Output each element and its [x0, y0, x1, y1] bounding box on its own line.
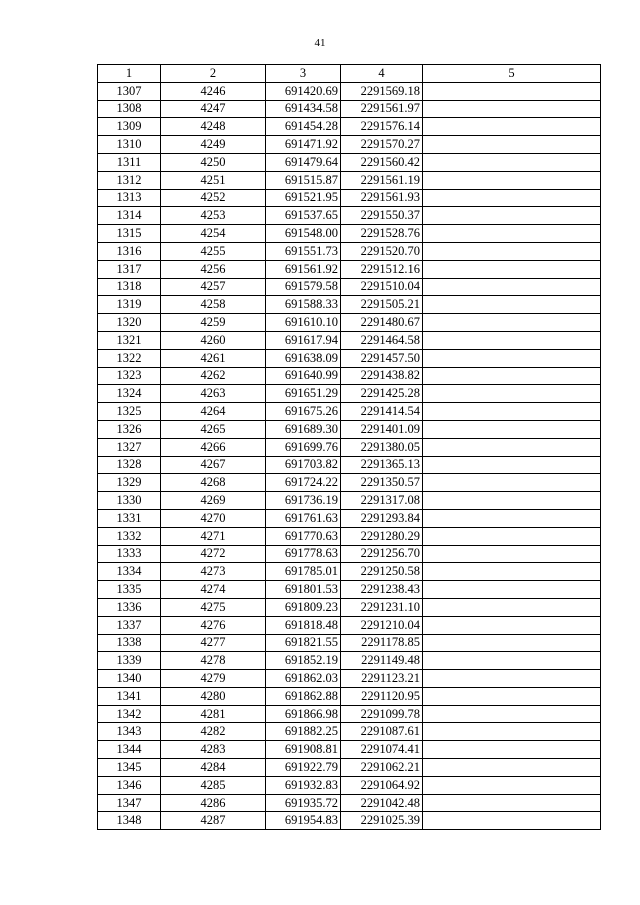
row-number-cell: 1326: [98, 420, 161, 438]
note-cell: [423, 634, 601, 652]
y-coordinate-cell: 2291425.28: [341, 385, 423, 403]
table-row: [98, 616, 601, 634]
y-coordinate-cell: 2291280.29: [341, 527, 423, 545]
row-number-cell: 1312: [98, 171, 161, 189]
point-id-cell: 4264: [161, 403, 266, 421]
point-id-cell: 4269: [161, 492, 266, 510]
row-number-cell: 1341: [98, 687, 161, 705]
point-id-cell: 4282: [161, 723, 266, 741]
x-coordinate-cell: 691537.65: [266, 207, 341, 225]
note-cell: [423, 242, 601, 260]
point-id-cell: 4254: [161, 225, 266, 243]
y-coordinate-cell: 2291550.37: [341, 207, 423, 225]
note-cell: [423, 741, 601, 759]
point-id-cell: 4252: [161, 189, 266, 207]
y-coordinate-cell: 2291569.18: [341, 82, 423, 100]
row-number-cell: 1333: [98, 545, 161, 563]
y-coordinate-cell: 2291042.48: [341, 794, 423, 812]
table-row: [98, 82, 601, 100]
x-coordinate-cell: 691801.53: [266, 581, 341, 599]
row-number-cell: 1336: [98, 598, 161, 616]
note-cell: [423, 136, 601, 154]
table-row: [98, 563, 601, 581]
point-id-cell: 4277: [161, 634, 266, 652]
row-number-cell: 1346: [98, 776, 161, 794]
point-id-cell: 4263: [161, 385, 266, 403]
note-cell: [423, 812, 601, 830]
table-row: [98, 705, 601, 723]
x-coordinate-cell: 691770.63: [266, 527, 341, 545]
x-coordinate-cell: 691640.99: [266, 367, 341, 385]
row-number-cell: 1315: [98, 225, 161, 243]
note-cell: [423, 652, 601, 670]
point-id-cell: 4260: [161, 331, 266, 349]
row-number-cell: 1348: [98, 812, 161, 830]
y-coordinate-cell: 2291149.48: [341, 652, 423, 670]
row-number-cell: 1307: [98, 82, 161, 100]
row-number-cell: 1334: [98, 563, 161, 581]
point-id-cell: 4274: [161, 581, 266, 599]
y-coordinate-cell: 2291512.16: [341, 260, 423, 278]
row-number-cell: 1342: [98, 705, 161, 723]
point-id-cell: 4268: [161, 474, 266, 492]
row-number-cell: 1337: [98, 616, 161, 634]
point-id-cell: 4284: [161, 759, 266, 777]
note-cell: [423, 278, 601, 296]
point-id-cell: 4273: [161, 563, 266, 581]
table-header-row: [98, 65, 601, 83]
y-coordinate-cell: 2291561.97: [341, 100, 423, 118]
y-coordinate-cell: 2291505.21: [341, 296, 423, 314]
table-row: [98, 492, 601, 510]
y-coordinate-cell: 2291528.76: [341, 225, 423, 243]
table-row: [98, 153, 601, 171]
point-id-cell: 4279: [161, 670, 266, 688]
x-coordinate-cell: 691922.79: [266, 759, 341, 777]
column-header: 2: [161, 65, 266, 83]
note-cell: [423, 260, 601, 278]
note-cell: [423, 153, 601, 171]
point-id-cell: 4251: [161, 171, 266, 189]
note-cell: [423, 438, 601, 456]
point-id-cell: 4259: [161, 314, 266, 332]
column-header: 4: [341, 65, 423, 83]
point-id-cell: 4266: [161, 438, 266, 456]
row-number-cell: 1329: [98, 474, 161, 492]
note-cell: [423, 776, 601, 794]
x-coordinate-cell: 691579.58: [266, 278, 341, 296]
table-row: [98, 598, 601, 616]
y-coordinate-cell: 2291025.39: [341, 812, 423, 830]
row-number-cell: 1344: [98, 741, 161, 759]
y-coordinate-cell: 2291576.14: [341, 118, 423, 136]
x-coordinate-cell: 691617.94: [266, 331, 341, 349]
y-coordinate-cell: 2291099.78: [341, 705, 423, 723]
table-row: [98, 794, 601, 812]
row-number-cell: 1313: [98, 189, 161, 207]
point-id-cell: 4285: [161, 776, 266, 794]
row-number-cell: 1317: [98, 260, 161, 278]
point-id-cell: 4278: [161, 652, 266, 670]
table-row: [98, 314, 601, 332]
table-row: [98, 260, 601, 278]
point-id-cell: 4256: [161, 260, 266, 278]
note-cell: [423, 456, 601, 474]
note-cell: [423, 367, 601, 385]
note-cell: [423, 82, 601, 100]
row-number-cell: 1324: [98, 385, 161, 403]
note-cell: [423, 189, 601, 207]
y-coordinate-cell: 2291231.10: [341, 598, 423, 616]
x-coordinate-cell: 691588.33: [266, 296, 341, 314]
note-cell: [423, 474, 601, 492]
note-cell: [423, 331, 601, 349]
x-coordinate-cell: 691454.28: [266, 118, 341, 136]
x-coordinate-cell: 691699.76: [266, 438, 341, 456]
table-row: [98, 100, 601, 118]
note-cell: [423, 670, 601, 688]
row-number-cell: 1328: [98, 456, 161, 474]
x-coordinate-cell: 691935.72: [266, 794, 341, 812]
note-cell: [423, 171, 601, 189]
x-coordinate-cell: 691954.83: [266, 812, 341, 830]
point-id-cell: 4250: [161, 153, 266, 171]
row-number-cell: 1310: [98, 136, 161, 154]
point-id-cell: 4257: [161, 278, 266, 296]
row-number-cell: 1308: [98, 100, 161, 118]
x-coordinate-cell: 691515.87: [266, 171, 341, 189]
table-row: [98, 367, 601, 385]
point-id-cell: 4280: [161, 687, 266, 705]
note-cell: [423, 296, 601, 314]
y-coordinate-cell: 2291123.21: [341, 670, 423, 688]
x-coordinate-cell: 691778.63: [266, 545, 341, 563]
note-cell: [423, 509, 601, 527]
table-body: [98, 82, 601, 829]
point-id-cell: 4272: [161, 545, 266, 563]
y-coordinate-cell: 2291120.95: [341, 687, 423, 705]
row-number-cell: 1338: [98, 634, 161, 652]
note-cell: [423, 118, 601, 136]
x-coordinate-cell: 691434.58: [266, 100, 341, 118]
table-row: [98, 349, 601, 367]
y-coordinate-cell: 2291457.50: [341, 349, 423, 367]
row-number-cell: 1327: [98, 438, 161, 456]
point-id-cell: 4287: [161, 812, 266, 830]
x-coordinate-cell: 691651.29: [266, 385, 341, 403]
row-number-cell: 1331: [98, 509, 161, 527]
point-id-cell: 4283: [161, 741, 266, 759]
row-number-cell: 1318: [98, 278, 161, 296]
table-row: [98, 509, 601, 527]
row-number-cell: 1319: [98, 296, 161, 314]
x-coordinate-cell: 691862.03: [266, 670, 341, 688]
table-row: [98, 474, 601, 492]
note-cell: [423, 563, 601, 581]
row-number-cell: 1339: [98, 652, 161, 670]
x-coordinate-cell: 691882.25: [266, 723, 341, 741]
point-id-cell: 4248: [161, 118, 266, 136]
table-row: [98, 189, 601, 207]
table-row: [98, 545, 601, 563]
column-header: 5: [423, 65, 601, 83]
coordinates-table: [97, 64, 601, 830]
point-id-cell: 4247: [161, 100, 266, 118]
y-coordinate-cell: 2291293.84: [341, 509, 423, 527]
x-coordinate-cell: 691479.64: [266, 153, 341, 171]
y-coordinate-cell: 2291464.58: [341, 331, 423, 349]
y-coordinate-cell: 2291570.27: [341, 136, 423, 154]
x-coordinate-cell: 691818.48: [266, 616, 341, 634]
table-row: [98, 136, 601, 154]
table-row: [98, 527, 601, 545]
y-coordinate-cell: 2291062.21: [341, 759, 423, 777]
table-row: [98, 776, 601, 794]
note-cell: [423, 420, 601, 438]
y-coordinate-cell: 2291561.93: [341, 189, 423, 207]
table-row: [98, 278, 601, 296]
x-coordinate-cell: 691866.98: [266, 705, 341, 723]
y-coordinate-cell: 2291560.42: [341, 153, 423, 171]
table-row: [98, 438, 601, 456]
y-coordinate-cell: 2291074.41: [341, 741, 423, 759]
point-id-cell: 4270: [161, 509, 266, 527]
point-id-cell: 4276: [161, 616, 266, 634]
note-cell: [423, 581, 601, 599]
table-row: [98, 741, 601, 759]
note-cell: [423, 385, 601, 403]
table-row: [98, 296, 601, 314]
note-cell: [423, 687, 601, 705]
table-row: [98, 385, 601, 403]
x-coordinate-cell: 691551.73: [266, 242, 341, 260]
x-coordinate-cell: 691420.69: [266, 82, 341, 100]
x-coordinate-cell: 691689.30: [266, 420, 341, 438]
note-cell: [423, 100, 601, 118]
x-coordinate-cell: 691736.19: [266, 492, 341, 510]
table-row: [98, 634, 601, 652]
point-id-cell: 4262: [161, 367, 266, 385]
row-number-cell: 1343: [98, 723, 161, 741]
column-header: 3: [266, 65, 341, 83]
x-coordinate-cell: 691675.26: [266, 403, 341, 421]
note-cell: [423, 794, 601, 812]
table-row: [98, 687, 601, 705]
y-coordinate-cell: 2291064.92: [341, 776, 423, 794]
point-id-cell: 4286: [161, 794, 266, 812]
x-coordinate-cell: 691809.23: [266, 598, 341, 616]
y-coordinate-cell: 2291350.57: [341, 474, 423, 492]
table-row: [98, 331, 601, 349]
table-row: [98, 759, 601, 777]
y-coordinate-cell: 2291087.61: [341, 723, 423, 741]
y-coordinate-cell: 2291317.08: [341, 492, 423, 510]
y-coordinate-cell: 2291561.19: [341, 171, 423, 189]
table-row: [98, 225, 601, 243]
table-row: [98, 420, 601, 438]
row-number-cell: 1320: [98, 314, 161, 332]
table-row: [98, 171, 601, 189]
table-row: [98, 118, 601, 136]
table-row: [98, 652, 601, 670]
y-coordinate-cell: 2291210.04: [341, 616, 423, 634]
x-coordinate-cell: 691638.09: [266, 349, 341, 367]
x-coordinate-cell: 691561.92: [266, 260, 341, 278]
x-coordinate-cell: 691785.01: [266, 563, 341, 581]
y-coordinate-cell: 2291520.70: [341, 242, 423, 260]
x-coordinate-cell: 691862.88: [266, 687, 341, 705]
y-coordinate-cell: 2291510.04: [341, 278, 423, 296]
x-coordinate-cell: 691908.81: [266, 741, 341, 759]
row-number-cell: 1345: [98, 759, 161, 777]
x-coordinate-cell: 691548.00: [266, 225, 341, 243]
table-row: [98, 403, 601, 421]
row-number-cell: 1316: [98, 242, 161, 260]
note-cell: [423, 225, 601, 243]
table-row: [98, 812, 601, 830]
note-cell: [423, 545, 601, 563]
point-id-cell: 4275: [161, 598, 266, 616]
x-coordinate-cell: 691521.95: [266, 189, 341, 207]
note-cell: [423, 723, 601, 741]
x-coordinate-cell: 691471.92: [266, 136, 341, 154]
note-cell: [423, 527, 601, 545]
table-row: [98, 456, 601, 474]
table-row: [98, 207, 601, 225]
y-coordinate-cell: 2291380.05: [341, 438, 423, 456]
y-coordinate-cell: 2291250.58: [341, 563, 423, 581]
row-number-cell: 1325: [98, 403, 161, 421]
x-coordinate-cell: 691610.10: [266, 314, 341, 332]
table-row: [98, 581, 601, 599]
row-number-cell: 1347: [98, 794, 161, 812]
point-id-cell: 4267: [161, 456, 266, 474]
x-coordinate-cell: 691852.19: [266, 652, 341, 670]
row-number-cell: 1335: [98, 581, 161, 599]
table-row: [98, 670, 601, 688]
point-id-cell: 4246: [161, 82, 266, 100]
point-id-cell: 4261: [161, 349, 266, 367]
x-coordinate-cell: 691932.83: [266, 776, 341, 794]
column-header: 1: [98, 65, 161, 83]
page-number: 41: [314, 37, 326, 49]
note-cell: [423, 759, 601, 777]
x-coordinate-cell: 691703.82: [266, 456, 341, 474]
row-number-cell: 1314: [98, 207, 161, 225]
row-number-cell: 1330: [98, 492, 161, 510]
x-coordinate-cell: 691761.63: [266, 509, 341, 527]
y-coordinate-cell: 2291401.09: [341, 420, 423, 438]
note-cell: [423, 616, 601, 634]
table-row: [98, 723, 601, 741]
x-coordinate-cell: 691821.55: [266, 634, 341, 652]
note-cell: [423, 403, 601, 421]
y-coordinate-cell: 2291365.13: [341, 456, 423, 474]
row-number-cell: 1340: [98, 670, 161, 688]
table-row: [98, 242, 601, 260]
y-coordinate-cell: 2291256.70: [341, 545, 423, 563]
row-number-cell: 1309: [98, 118, 161, 136]
point-id-cell: 4258: [161, 296, 266, 314]
row-number-cell: 1323: [98, 367, 161, 385]
note-cell: [423, 705, 601, 723]
row-number-cell: 1332: [98, 527, 161, 545]
note-cell: [423, 349, 601, 367]
point-id-cell: 4265: [161, 420, 266, 438]
row-number-cell: 1311: [98, 153, 161, 171]
point-id-cell: 4253: [161, 207, 266, 225]
point-id-cell: 4271: [161, 527, 266, 545]
note-cell: [423, 314, 601, 332]
y-coordinate-cell: 2291438.82: [341, 367, 423, 385]
point-id-cell: 4281: [161, 705, 266, 723]
point-id-cell: 4249: [161, 136, 266, 154]
row-number-cell: 1322: [98, 349, 161, 367]
row-number-cell: 1321: [98, 331, 161, 349]
point-id-cell: 4255: [161, 242, 266, 260]
note-cell: [423, 598, 601, 616]
y-coordinate-cell: 2291414.54: [341, 403, 423, 421]
y-coordinate-cell: 2291238.43: [341, 581, 423, 599]
note-cell: [423, 207, 601, 225]
x-coordinate-cell: 691724.22: [266, 474, 341, 492]
y-coordinate-cell: 2291480.67: [341, 314, 423, 332]
note-cell: [423, 492, 601, 510]
y-coordinate-cell: 2291178.85: [341, 634, 423, 652]
